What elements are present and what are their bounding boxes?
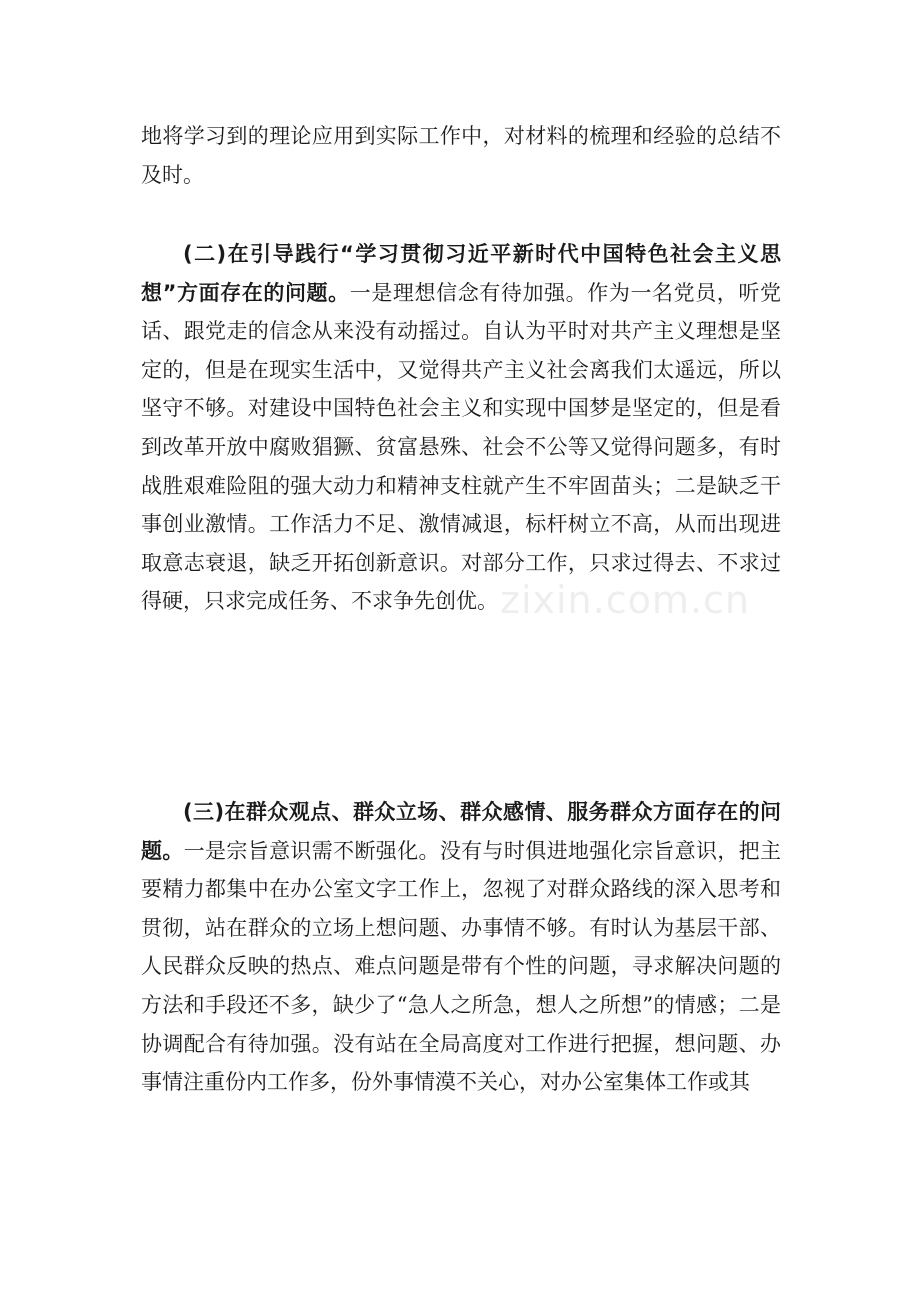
paragraph-text: 地将学习到的理论应用到实际工作中，对材料的梳理和经验的总结不及时。: [141, 124, 781, 187]
watermark: zixin.com.cn: [500, 578, 750, 622]
paragraph-body: 一是理想信念有待加强。作为一名党员，听党话、跟党走的信念从来没有动摇过。自认为平时对共产主义理想是坚定的，但是在现实生活中，又觉得共产主义社会离我们太遥远，所以坚守不够。对建设中国特色社会主义和实现中国梦是坚定的，但是看到改革开放中腐败猖獗、贫富悬殊、社会不公等又觉得问题多，有时战胜艰难险阻的强大动力和精神支柱就产生不牢固苗头；二是缺乏干事创业激情。工作活力不足、激情减退，标杆树立不高，从而出现进取意志衰退，缺乏开拓创新意识。对部分工作，只求过得去、不求过得硬，只求完成任务、不求争先创优。: [141, 280, 781, 614]
paragraph-section-3: [141, 793, 781, 1102]
section-heading: (三)在群众观点、群众立场、群众感情、服务群众方面存在的问题。: [141, 800, 781, 863]
paragraph-continuation: [141, 117, 781, 194]
paragraph-body: 一是宗旨意识需不断强化。没有与时俱进地强化宗旨意识，把主要精力都集中在办公室文字工作上，忽视了对群众路线的深入思考和贯彻，站在群众的立场上想问题、办事情不够。有时认为基层干部、人民群众反映的热点、难点问题是带有个性的问题，寻求解决问题的方法和手段还不多，缺少了“急人之所急，想人之所想”的情感；二是协调配合有待加强。没有站在全局高度对工作进行把握，想问题、办事情注重份内工作多，份外事情漠不关心，对办公室集体工作或其: [141, 838, 782, 1095]
section-heading: (二)在引导践行“学习贯彻习近平新时代中国特色社会主义思想”方面存在的问题。: [141, 242, 781, 305]
paragraph-section-2: [141, 235, 781, 621]
